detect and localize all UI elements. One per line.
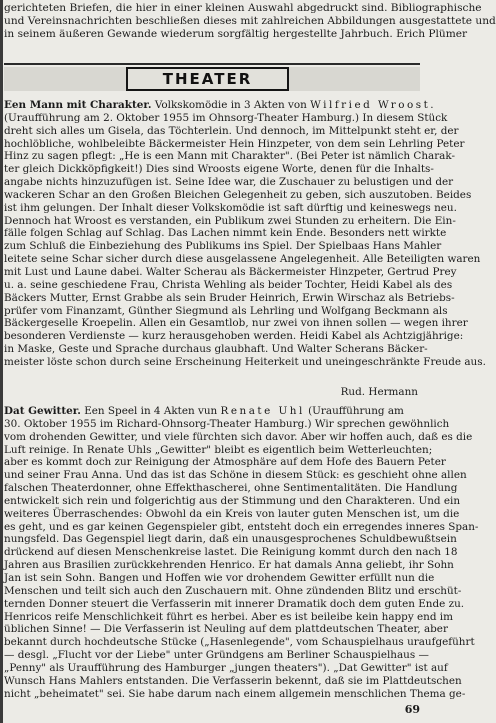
section-header-box xyxy=(126,67,289,91)
review-line: ter gleich Dickköpfigkeit!) Dies sind Wroosts eigene Worte, denen für die Inhalts- xyxy=(4,163,434,176)
review-title: Een Mann mit Charakter. xyxy=(4,99,152,111)
top-paragraph-line: und Vereinsnachrichten beschließen dieses mit zahlreichen Abbildungen ausgestattete und xyxy=(4,15,496,28)
review-line: leitete seine Schar sicher durch diese ausgelassene Angelegenheit. Alle Beteiligten waren xyxy=(4,253,481,266)
review-line: Jan ist sein Sohn. Bangen und Hoffen wie vor drohendem Gewitter erfüllt nun die xyxy=(4,571,435,584)
section-divider xyxy=(4,63,420,65)
review-line: — desgl. „Flucht vor der Liebe" unter Gründgens am Berliner Schauspielhaus — xyxy=(4,649,429,662)
review-line: prüfer vom Finanzamt, Günther Siegmund als Lehrling und Wolfgang Beckmann als xyxy=(4,304,448,317)
review-line: 30. Oktober 1955 im Richard-Ohnsorg-Theater Hamburg.) Wir sprechen gewöhnlich xyxy=(4,417,450,430)
review-line: und seiner Frau Anna. Und das ist das Schöne in diesem Stück: es geschieht ohne allen xyxy=(4,469,467,482)
review-line: fälle folgen Schlag auf Schlag. Das Lachen nimmt kein Ende. Besonders nett wirkte xyxy=(4,227,447,240)
review-line: drückend auf diesen Menschenkreise lastet. Die Reinigung kommt durch den nach 18 xyxy=(4,546,458,559)
review-line: Hinz zu sagen pflegt: „He is een Mann mit Charakter". (Bei Peter ist nämlich Charak- xyxy=(4,150,455,163)
review-playwright: Wilfried Wroost. xyxy=(310,99,437,111)
page-number: 69 xyxy=(404,703,420,716)
review-line: Bäckers Mutter, Ernst Grabbe als sein Bruder Heinrich, Erwin Wirschaz als Betriebs- xyxy=(4,291,455,304)
review-line: bekannt durch hochdeutsche Stücke („Hasenlegende", vom Schauspielhaus uraufgeführt xyxy=(4,636,475,649)
reviewer-name: Rud. Hermann xyxy=(340,386,418,399)
review-first-line xyxy=(4,99,437,112)
review-line: nungsfeld. Das Gegenspiel liegt darin, daß ein unausgesprochenes Schuldbewußtsein xyxy=(4,533,457,546)
review-line: falschen Theaterdonner, ohne Effekthascherei, ohne Sentimentalitäten. Die Handlung xyxy=(4,482,458,495)
review-premiere-note: (Uraufführung am xyxy=(304,405,404,417)
review-line: in Maske, Geste und Sprache durchaus glaubhaft. Und Walter Scherans Bäcker- xyxy=(4,343,428,356)
review-een-mann xyxy=(4,99,486,399)
review-line: meister löste schon durch seine Erscheinung Heiterkeit und uneingeschränkte Freude aus. xyxy=(4,355,486,368)
review-line: „Penny" als Uraufführung des Hamburger „jungen theaters"). „Dat Gewitter" ist auf xyxy=(4,661,448,674)
review-line: hochlöbliche, wohlbeleibte Bäckermeister Hein Hinzpeter, von dem sein Lehrling Peter xyxy=(4,137,465,150)
top-paragraph xyxy=(4,2,496,42)
review-line: Jahren aus Brasilien zurückkehrenden Henrico. Er hat damals Anna geliebt, ihr Sohn xyxy=(4,559,454,572)
review-line: Henricos reife Menschlichkeit führt es herbei. Aber es ist beileibe kein happy end im xyxy=(4,610,453,623)
review-line: mit Lust und Laune dabei. Walter Scherau als Bäckermeister Hinzpeter, Gertrud Prey xyxy=(4,265,457,278)
review-line: u. a. seine geschiedene Frau, Christa Wehling als beider Tochter, Heidi Kabel als des xyxy=(4,278,453,291)
review-line: üblichen Sinne! — Die Verfasserin ist Neuling auf dem plattdeutschen Theater, aber xyxy=(4,623,448,636)
review-line: nicht „beheimatet" sei. Sie habe darum nach einem allgemein menschlichen Thema ge- xyxy=(4,687,466,700)
review-first-line xyxy=(4,405,420,418)
review-line: wackeren Schar an den Großen Bleichen Gelegenheit zu geben, sich auszutoben. Beides xyxy=(4,188,472,201)
review-line: vom drohenden Gewitter, und viele fürchten sich davor. Aber wir hoffen auch, daß es die xyxy=(4,430,473,443)
review-line: es geht, und es gar keinen Gegenspieler gibt, entsteht doch ein erregendes inneres Span- xyxy=(4,520,479,533)
review-genre: Een Speel in 4 Akten vun xyxy=(80,405,221,417)
section-title: THEATER xyxy=(162,70,253,88)
scan-edge-shadow xyxy=(0,0,3,723)
review-line: Wunsch Hans Mahlers entstanden. Die Verfasserin bekennt, daß sie im Plattdeutschen xyxy=(4,674,462,687)
review-playwright: Renate Uhl xyxy=(220,405,305,417)
top-paragraph-line: gerichteten Briefen, die hier in einer kleinen Auswahl abgedruckt sind. Bibliographische xyxy=(4,2,482,14)
review-line: weiteres Überraschendes: Obwohl da ein Kreis von lauter guten Menschen ist, um die xyxy=(4,507,460,520)
review-genre: Volkskomödie in 3 Akten von xyxy=(151,99,311,111)
review-title: Dat Gewitter. xyxy=(4,405,81,417)
review-line: Dennoch hat Wroost es verstanden, ein Publikum zwei Stunden zu erheitern. Die Ein- xyxy=(4,214,456,227)
review-line: dreht sich alles um Gisela, das Töchterlein. Und dennoch, im Mittelpunkt steht er, der xyxy=(4,124,459,137)
review-line: Luft reinige. In Renate Uhls „Gewitter" bleibt es eigentlich beim Wetterleuchten; xyxy=(4,443,433,456)
review-line: besonderen Verdienste — kurz herausgehoben werden. Heidi Kabel als Achtzigjährige: xyxy=(4,330,464,343)
review-line: (Uraufführung am 2. Oktober 1955 im Ohnsorg-Theater Hamburg.) In diesem Stück xyxy=(4,111,448,124)
review-line: ternden Donner steuert die Verfasserin mit innerer Dramatik doch dem guten Ende zu. xyxy=(4,597,465,610)
review-line: entwickelt sich rein und folgerichtig aus der Stimmung und den Charakteren. Und ein xyxy=(4,494,461,507)
review-line: angabe nichts hinzuzufügen ist. Seine Idee war, die Zuschauer zu belustigen und der xyxy=(4,176,454,189)
review-line: ist ihm gelungen. Der Inhalt dieser Volkskomödie ist saft dürftig und keineswegs neu. xyxy=(4,201,457,214)
top-paragraph-line: in seinem äußeren Gewande wiederum sorgfältig hergestellte Jahrbuch. Erich Plümer xyxy=(4,28,468,41)
review-line: aber es kommt doch zur Reinigung der Atmosphäre auf dem Hofe des Bauern Peter xyxy=(4,456,446,469)
review-dat-gewitter xyxy=(4,405,479,701)
review-line: zum Schluß die Einbeziehung des Publikums ins Spiel. Der Spielbaas Hans Mahler xyxy=(4,240,442,253)
review-line: Bäckergeselle Kroepelin. Allen ein Gesamtlob, nur zwei von ihnen sollen — wegen ihrer xyxy=(4,317,468,330)
review-line: Menschen und teilt sich auch den Zuschauern mit. Ohne zündenden Blitz und erschüt- xyxy=(4,584,462,597)
